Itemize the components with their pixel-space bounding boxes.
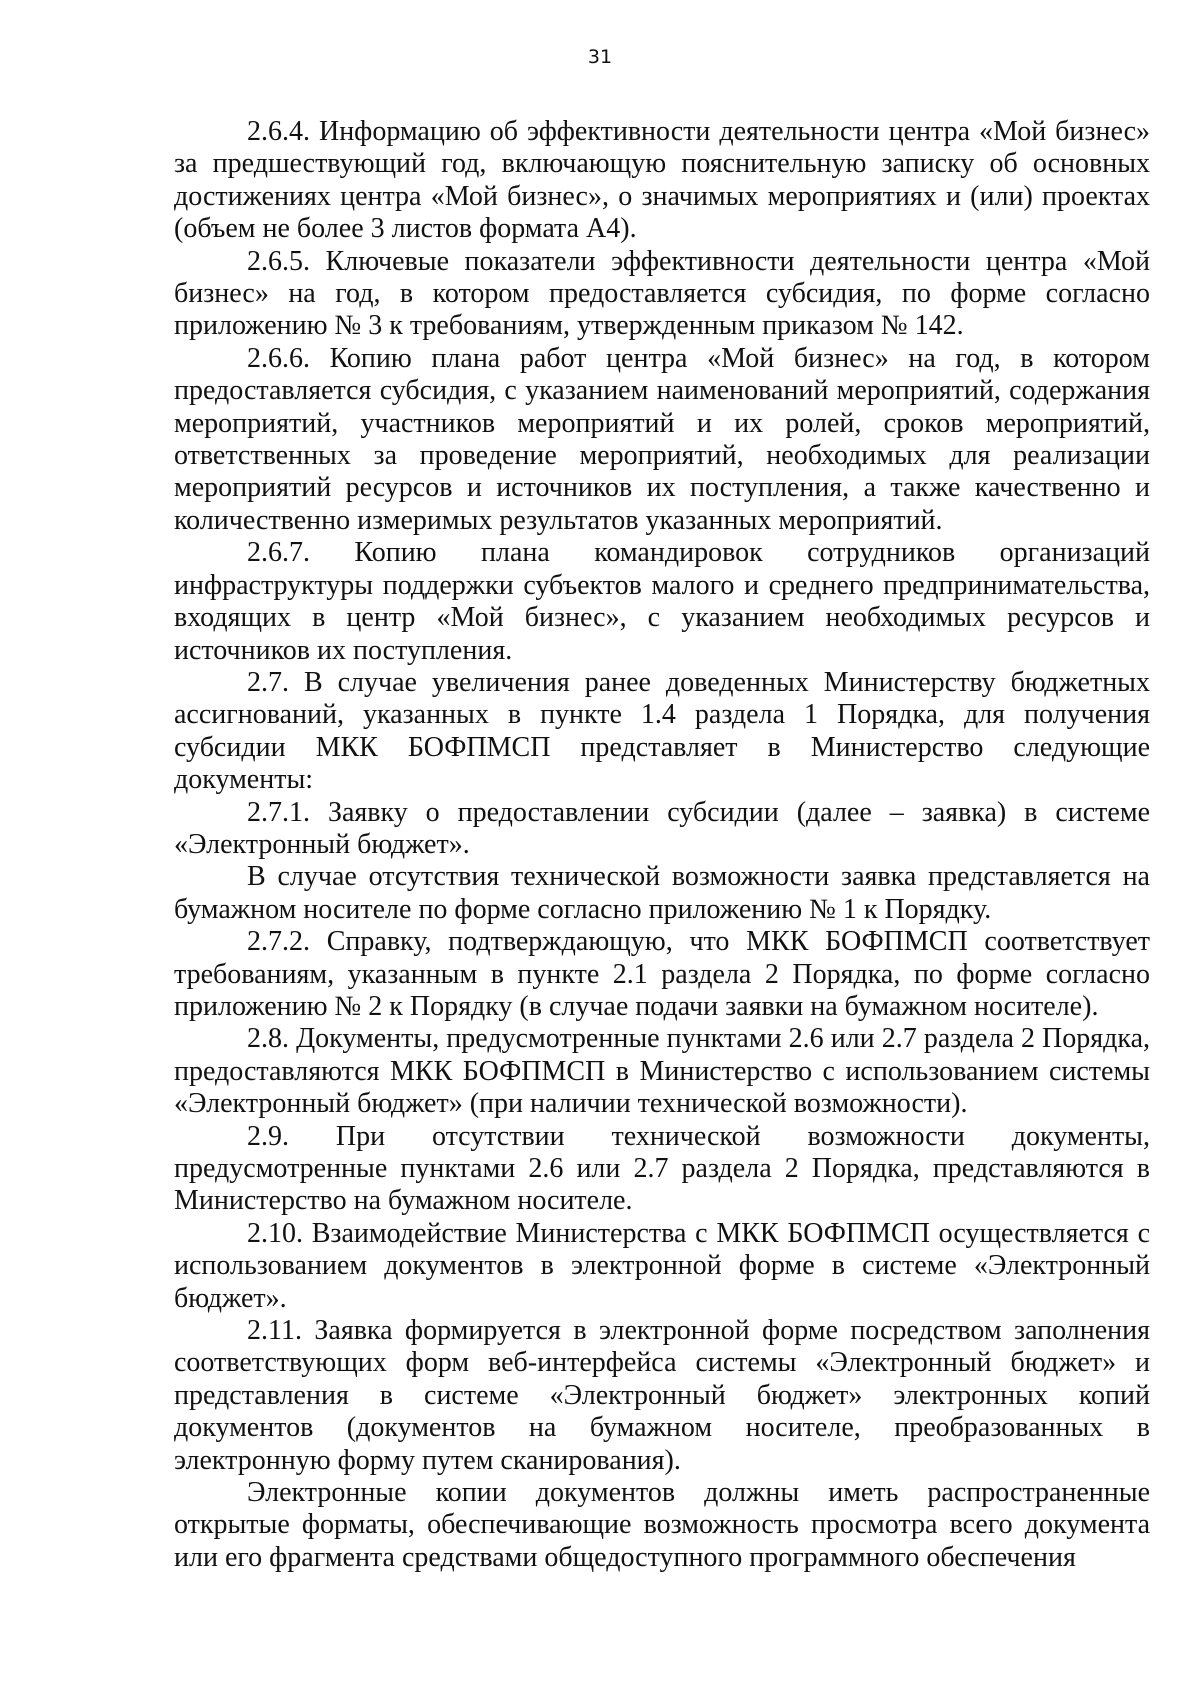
paragraph-2-7-2: 2.7.2. Справку, подтверждающую, что МКК БОФПМСП соответствует требованиям, указанным в пункте 2.1 раздела 2 Порядка, по форме согласно приложению № 2 к Порядку (в случае подачи заявки на бумажном носителе). <box>174 926 1150 1022</box>
paragraph-2-6-5: 2.6.5. Ключевые показатели эффективности деятельности центра «Мой бизнес» на год, в котором предоставляется субсидия, по форме согласно приложению № 3 к требованиям, утвержденным приказом № 142. <box>174 245 1150 342</box>
paragraph-electronic-copies: Электронные копии документов должны иметь распространенные открытые форматы, обеспечивающие возможность просмотра всего документа или его фрагмента средствами общедоступного программного обеспечения <box>174 1477 1150 1573</box>
paragraph-2-8: 2.8. Документы, предусмотренные пунктами 2.6 или 2.7 раздела 2 Порядка, предоставляются МКК БОФПМСП в Министерство с использованием системы «Электронный бюджет» (при наличии технической возможности). <box>174 1023 1150 1120</box>
paragraph-2-7-1: 2.7.1. Заявку о предоставлении субсидии (далее – заявка) в системе «Электронный бюджет». <box>174 796 1150 860</box>
paragraph-2-6-6: 2.6.6. Копию плана работ центра «Мой бизнес» на год, в котором предоставляется субсидия, с указанием наименований мероприятий, содержания мероприятий, участников мероприятий и их ролей, сроков мероприятий, ответственных за проведение мероприятий, необходимых для реализации мероприятий ресурсов и источников их поступления, а также качественно и количественно измеримых результатов указанных мероприятий. <box>174 342 1150 536</box>
paragraph-2-9: 2.9. При отсутствии технической возможности документы, предусмотренные пунктами 2.6 или 2.7 раздела 2 Порядка, представляются в Министерство на бумажном носителе. <box>174 1120 1150 1217</box>
paragraph-2-11: 2.11. Заявка формируется в электронной форме посредством заполнения соответствующих форм веб-интерфейса системы «Электронный бюджет» и представления в системе «Электронный бюджет» электронных копий документов (документов на бумажном носителе, преобразованных в электронную форму путем сканирования). <box>174 1315 1150 1476</box>
page-number: 31 <box>587 46 613 68</box>
paragraph-2-6-7: 2.6.7. Копию плана командировок сотрудников организаций инфраструктуры поддержки субъектов малого и среднего предпринимательства, входящих в центр «Мой бизнес», с указанием необходимых ресурсов и источников их поступления. <box>174 537 1150 666</box>
paragraph-2-7: 2.7. В случае увеличения ранее доведенных Министерству бюджетных ассигнований, указанных в пункте 1.4 раздела 1 Порядка, для получения субсидии МКК БОФПМСП представляет в Министерство следующие документы: <box>174 666 1150 796</box>
paragraph-2-6-4: 2.6.4. Информацию об эффективности деятельности центра «Мой бизнес» за предшествующий год, включающую пояснительную записку об основных достижениях центра «Мой бизнес», о значимых мероприятиях и (или) проектах (объем не более 3 листов формата А4). <box>174 116 1150 245</box>
document-body <box>174 116 1150 1574</box>
paragraph-2-7-1-note: В случае отсутствия технической возможности заявка представляется на бумажном носителе по форме согласно приложению № 1 к Порядку. <box>174 861 1150 925</box>
paragraph-2-10: 2.10. Взаимодействие Министерства с МКК БОФПМСП осуществляется с использованием документов в электронной форме в системе «Электронный бюджет». <box>174 1217 1150 1314</box>
